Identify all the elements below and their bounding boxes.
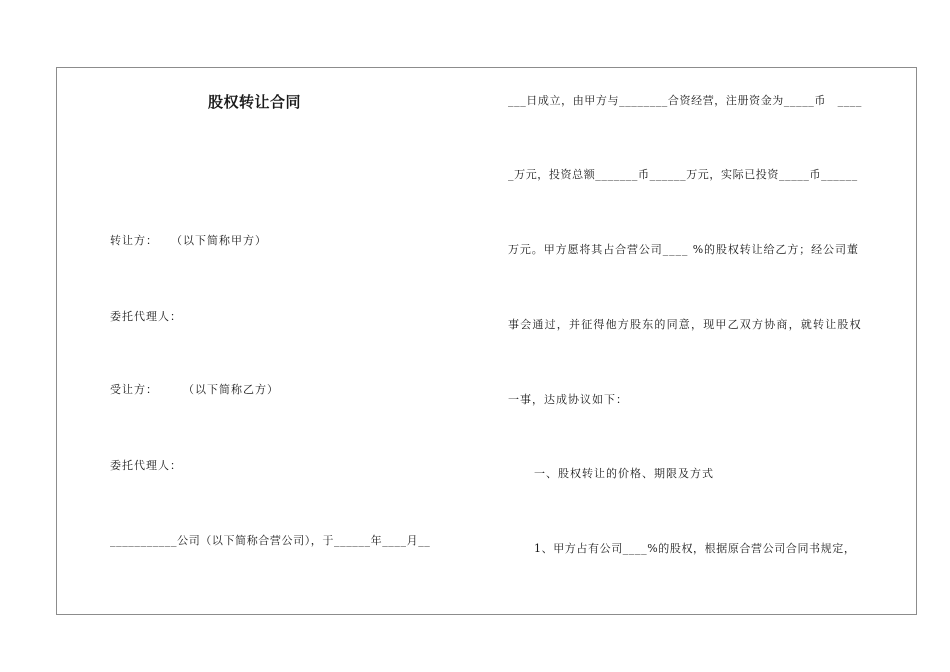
body-line-3: 万元。甲方愿将其占合营公司____ %的股权转让给乙方；经公司董: [508, 243, 859, 256]
body-line-5: 一事，达成协议如下：: [508, 393, 628, 406]
document-page: [56, 67, 917, 615]
agent-line-1: 委托代理人：: [110, 310, 182, 323]
body-line-4: 事会通过，并征得他方股东的同意，现甲乙双方协商，就转让股权: [508, 318, 862, 331]
agent-line-2: 委托代理人：: [110, 459, 182, 472]
body-line-1: ___日成立，由甲方与________合资经营，注册资金为_____币 ____: [508, 94, 862, 107]
transferee-line: 受让方： （以下简称乙方）: [110, 383, 279, 396]
document-title: 股权转让合同: [208, 93, 302, 111]
company-line: ___________公司（以下简称合营公司），于______年____月__: [110, 534, 431, 547]
section-heading: 一、股权转让的价格、期限及方式: [534, 467, 714, 480]
clause-1: 1、甲方占有公司____%的股权，根据原合营公司合同书规定，: [534, 542, 856, 555]
body-line-2: _万元，投资总额_______币______万元，实际已投资_____币______: [508, 168, 858, 181]
transferor-line: 转让方： （以下简称甲方）: [110, 234, 267, 247]
